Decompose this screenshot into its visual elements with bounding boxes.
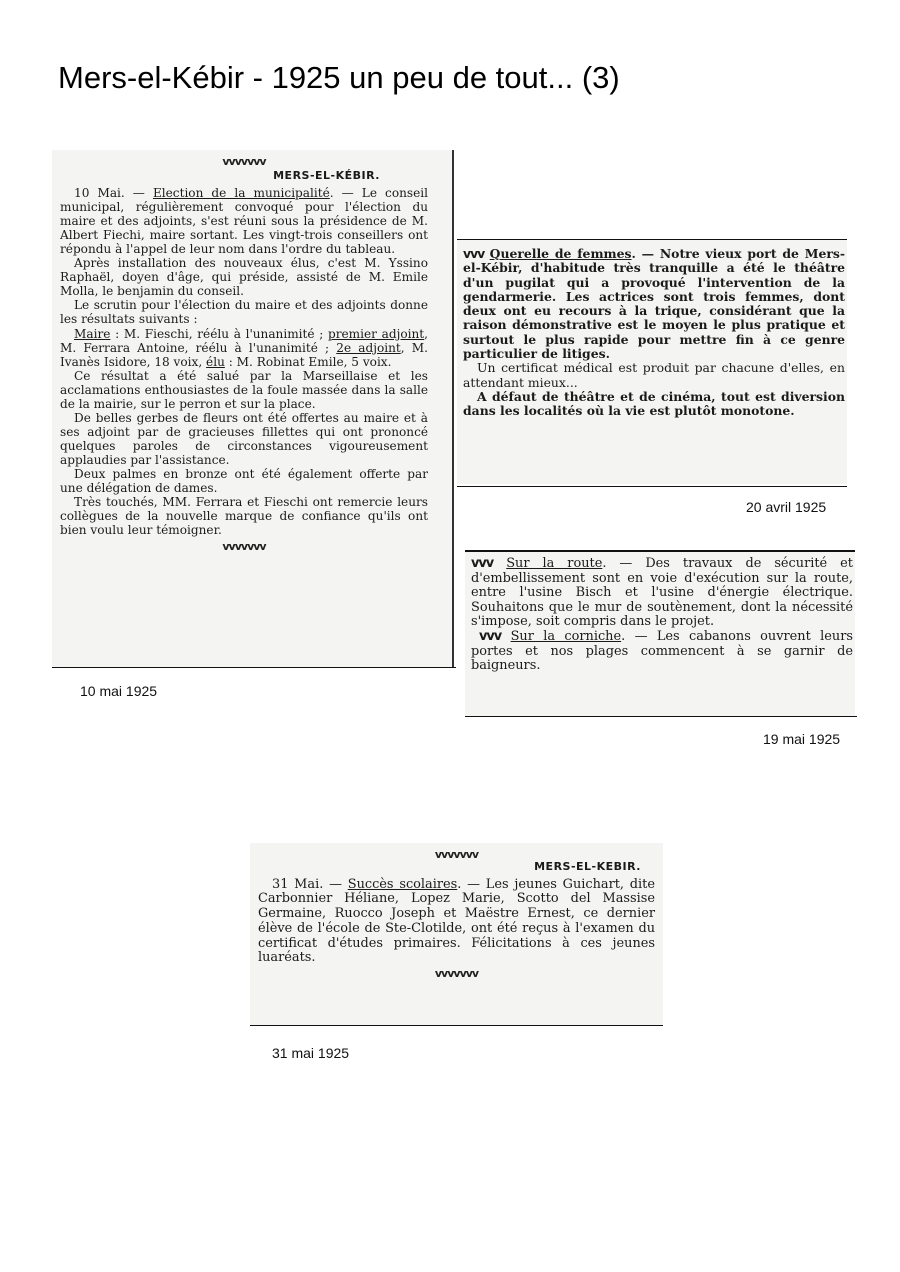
text-elu: : M. Robinat Emile, 5 voix. (224, 354, 392, 369)
label-second-adjoint: 2e adjoint (336, 340, 401, 355)
clipping-header: MERS-EL-KEBIR. (534, 860, 641, 873)
paragraph-1 (463, 247, 845, 361)
clipping-sur-la-route (465, 552, 855, 716)
paragraph-3: A défaut de théâtre et de cinéma, tout est diversion dans les localités où la vie est plutôt monotone. (463, 388, 845, 419)
clip3-bottom-rule (465, 716, 857, 717)
page-title: Mers-el-Kébir - 1925 un peu de tout... (3) (58, 60, 620, 95)
paragraph-8: Très touchés, MM. Ferrara et Fieschi ont remercie leurs collègues de la nouvelle marque de confiance qu'ils ont bien voulu leur témoigner. (60, 495, 428, 538)
clipping-querelle-de-femmes (457, 240, 847, 484)
label-premier-adjoint: premier adjoint (328, 326, 425, 341)
paragraph-text: . — Le conseil municipal, régulièrement convoqué pour l'élection du maire et des adjoints, s'est réuni sous la présidence de M. Albert Fiechi, maire sortant. Les vingt-trois conseillers ont répondu à l'appel de leur nom dans l'ordre du tableau. (60, 186, 428, 257)
headline: Succès scolaires (347, 876, 458, 892)
headline: Querelle de femmes (489, 246, 632, 261)
paragraph-5: Ce résultat a été salué par la Marseillaise et les acclamations enthousiastes de la foule massée dans la salle de la mairie, sur le perron et sur la place. (60, 368, 428, 411)
clipping-election-municipalite (52, 150, 454, 668)
paragraph-text: . — Les cabanons ouvrent leurs portes et nos plages commencent à se garnir de baigneurs. (471, 628, 853, 674)
caption-19-mai: 19 mai 1925 (763, 731, 841, 747)
caption-10-mai: 10 mai 1925 (80, 683, 158, 699)
paragraph-4 (60, 327, 428, 369)
clip4-bottom-rule (250, 1025, 663, 1026)
paragraph-text: . — Notre vieux port de Mers-el-Kébir, d'habitude très tranquille a été le théâtre d'un pugilat qui a provoqué l'intervention de la gendarmerie. Les actrices sont trois femmes, dont deux ont eu recours à la trique, considérant que la raison démonstrative est le moyen le plus pratique et surtout le plus rapide pour mettre fin à ce genre particulier de litiges. (463, 246, 845, 362)
date-lead: 31 Mai. — (272, 876, 348, 892)
paragraph-1 (60, 186, 428, 256)
date-lead: 10 Mai. — (74, 186, 153, 201)
lead-ornament: vvv (463, 246, 485, 261)
paragraph-6: De belles gerbes de fleurs ont été offertes au maire et à ses adjoint par de gracieuses fillettes qui ont prononcé quelques paroles de circonstances vigoureusement applaudies par l'assistance. (60, 410, 428, 467)
caption-31-mai: 31 mai 1925 (272, 1045, 350, 1061)
ornament-bottom: vvvvvvv (434, 966, 479, 980)
ornament-top: vvvvvvv (434, 848, 479, 861)
headline: Election de la municipalité (152, 186, 330, 201)
clip1-bottom-rule (52, 667, 456, 668)
clip2-bottom-rule (457, 486, 847, 487)
lead-ornament: vvv (479, 628, 502, 644)
paragraph-1 (258, 878, 655, 966)
lead-ornament: vvv (471, 556, 494, 571)
label-maire: Maire (74, 326, 111, 341)
caption-20-avril: 20 avril 1925 (746, 499, 827, 515)
clipping-succes-scolaires (250, 843, 663, 1025)
paragraph-text: . — Des travaux de sécurité et d'embellissement sont en voie d'exécution sur la route, entre l'usine Bisch et l'usine d'énergie électrique. Souhaitons que le mur de soutènement, dont la nécessité s'impose, soit compris dans le projet. (471, 556, 853, 630)
ornament-bottom: vvvvvvv (222, 540, 266, 554)
paragraph-3: Le scrutin pour l'élection du maire et des adjoints donne les résultats suivants : (60, 298, 428, 327)
ornament-top: vvvvvvv (222, 155, 266, 168)
headline-corniche: Sur la corniche (510, 628, 622, 644)
text-second-adjoint: , M. Ivanès Isidore, 18 voix, (60, 340, 428, 369)
headline-route: Sur la route (506, 556, 603, 571)
text-premier-adjoint: , M. Ferrara Antoine, réélu à l'unanimité ; (60, 326, 428, 355)
paragraph-2: Un certificat médical est produit par chacune d'elles, en attendant mieux... (463, 360, 845, 390)
paragraph-text: . — Les jeunes Guichart, dite Carbonnier Héliane, Lopez Marie, Scotto del Massise Germaine, Ruocco Joseph et Maëstre Ernest, ce dernier élève de l'école de Ste-Clotilde, ont été reçus à l'examen du certificat d'études primaires. Félicitations à ces jeunes luaréats. (258, 876, 655, 966)
text-maire: : M. Fieschi, réélu à l'unanimité ; (110, 326, 324, 341)
paragraph-1 (471, 557, 853, 630)
paragraph-2: Après installation des nouveaux élus, c'est M. Yssino Raphaël, doyen d'âge, qui préside, assisté de M. Emile Molla, le benjamin du conseil. (60, 256, 428, 299)
clipping-header: MERS-EL-KÉBIR. (273, 169, 380, 182)
paragraph-7: Deux palmes en bronze ont été également offerte par une délégation de dames. (60, 466, 428, 496)
paragraph-2 (471, 630, 853, 674)
label-elu: élu (206, 354, 225, 369)
